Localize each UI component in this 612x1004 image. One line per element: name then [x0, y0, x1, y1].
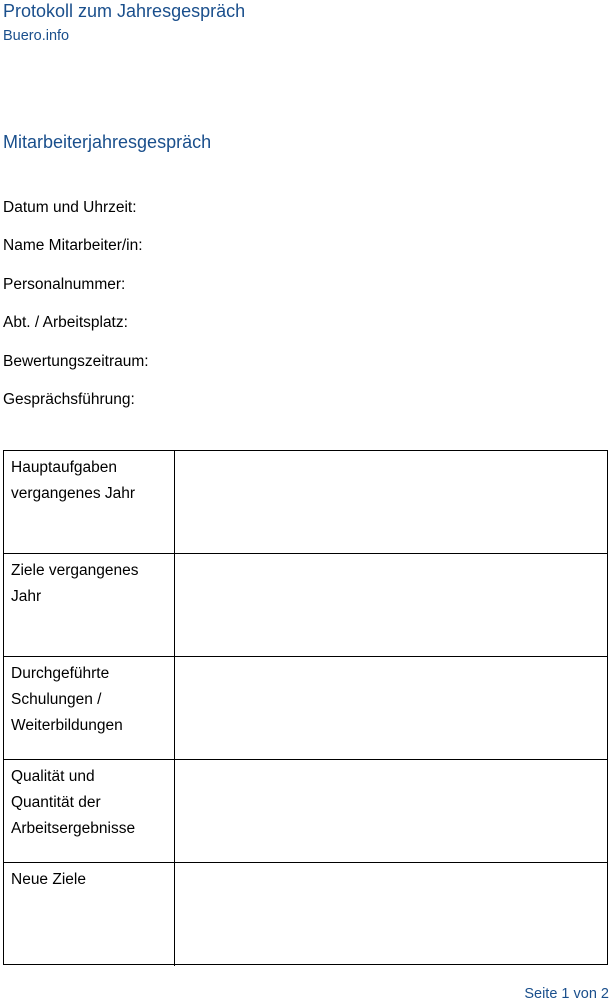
header-title: Protokoll zum Jahresgespräch	[3, 1, 246, 21]
table-row-label: Qualität und Quantität der Arbeitsergebnisse	[4, 760, 175, 862]
table-row-label: Durchgeführte Schulungen / Weiterbildungen	[4, 657, 175, 759]
table-row-label: Ziele vergangenes Jahr	[4, 554, 175, 656]
table-row	[4, 554, 607, 657]
table-row-value	[175, 863, 607, 966]
field-name-mitarbeiter: Name Mitarbeiter/in:	[3, 237, 143, 254]
table-row	[4, 657, 607, 760]
table-row-label: Neue Ziele	[4, 863, 175, 966]
review-table	[3, 450, 608, 965]
table-row	[4, 863, 607, 966]
table-row-value	[175, 451, 607, 553]
field-personalnummer: Personalnummer:	[3, 276, 126, 293]
table-row-value	[175, 554, 607, 656]
field-bewertungszeitraum: Bewertungszeitraum:	[3, 353, 149, 370]
field-abteilung-arbeitsplatz: Abt. / Arbeitsplatz:	[3, 314, 128, 331]
table-row	[4, 451, 607, 554]
table-row-value	[175, 657, 607, 759]
header-subtitle: Buero.info	[3, 28, 70, 44]
field-datum-uhrzeit: Datum und Uhrzeit:	[3, 199, 137, 216]
table-row-label: Hauptaufgaben vergangenes Jahr	[4, 451, 175, 553]
table-row-value	[175, 760, 607, 862]
table-row	[4, 760, 607, 863]
field-gespraechsfuehrung: Gesprächsführung:	[3, 391, 135, 408]
page-number: Seite 1 von 2	[524, 986, 609, 1002]
document-heading: Mitarbeiterjahresgespräch	[3, 132, 212, 152]
